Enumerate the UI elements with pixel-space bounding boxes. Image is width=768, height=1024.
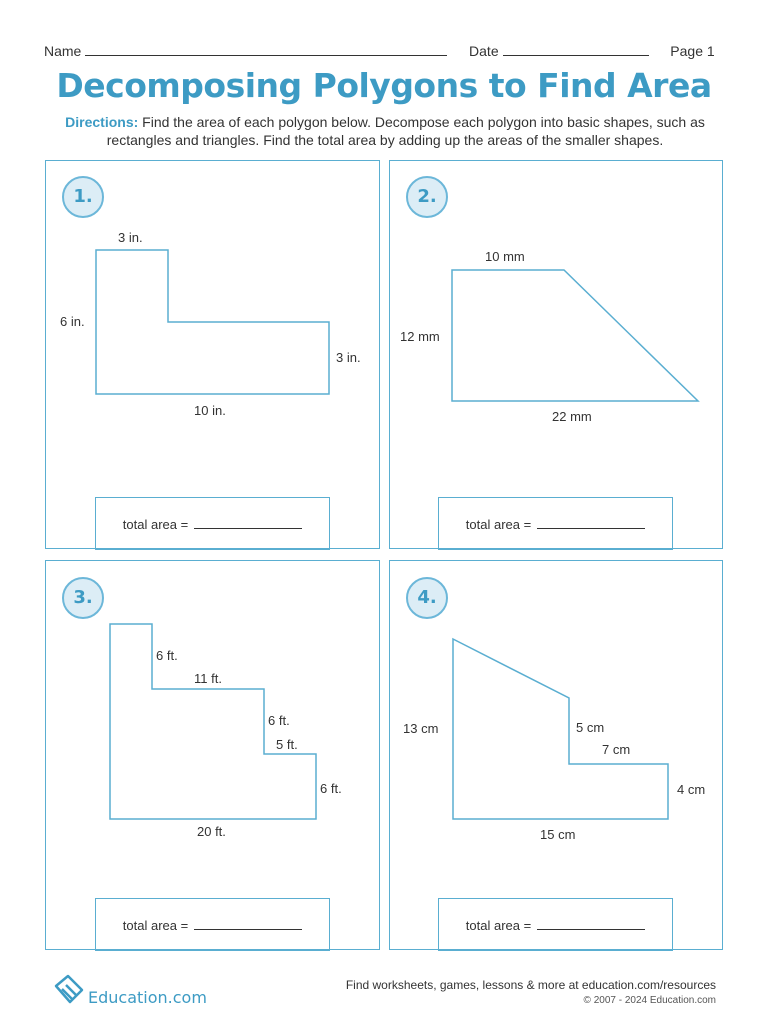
polygon-4 [453, 639, 668, 819]
label-top: 10 mm [485, 249, 525, 264]
label-left: 6 in. [60, 314, 85, 329]
label-right: 4 cm [677, 782, 706, 797]
label-bottom: 10 in. [194, 403, 226, 418]
polygon-2 [452, 270, 698, 401]
education-logo-icon [52, 972, 86, 1006]
education-logo[interactable] [52, 972, 207, 1011]
answer-blank[interactable] [537, 917, 645, 930]
date-field[interactable] [503, 43, 649, 56]
answer-box [438, 898, 673, 951]
name-field[interactable] [85, 43, 447, 56]
problem-number-badge: 3. [62, 577, 104, 619]
name-label: Name [44, 43, 82, 59]
label-right: 6 ft. [320, 781, 342, 796]
answer-label: total area = [465, 918, 532, 933]
answer-label: total area = [122, 918, 189, 933]
answer-label: total area = [465, 517, 532, 532]
problem-panel-4 [389, 560, 723, 950]
polygon-figure-3 [46, 561, 381, 951]
header-line [44, 43, 715, 59]
answer-box [438, 497, 673, 550]
directions-text: Find the area of each polygon below. Decompose each polygon into basic shapes, such as rectangles and triangles. Find the total area by adding up the areas of the smaller shapes. [106, 114, 705, 148]
footer-info [346, 978, 716, 1006]
problem-panel-1 [45, 160, 380, 549]
label-inner-vertical: 5 cm [576, 720, 605, 735]
footer-copyright: © 2007 - 2024 Education.com [583, 995, 716, 1006]
polygon-figure-1 [46, 161, 381, 550]
polygon-figure-4 [390, 561, 724, 951]
problem-number-badge: 4. [406, 577, 448, 619]
label-bottom: 15 cm [540, 827, 576, 842]
problem-panel-3 [45, 560, 380, 950]
label-left: 13 cm [403, 721, 439, 736]
answer-label: total area = [122, 517, 189, 532]
problem-panel-2 [389, 160, 723, 549]
label-inner-vertical-2: 6 ft. [268, 713, 290, 728]
polygon-figure-2 [390, 161, 724, 550]
label-bottom: 20 ft. [197, 824, 226, 839]
page-title: Decomposing Polygons to Find Area [56, 66, 712, 105]
label-inner-horizontal: 7 cm [602, 742, 631, 757]
answer-box [95, 898, 330, 951]
footer-tagline[interactable]: Find worksheets, games, lessons & more at education.com/resources [345, 978, 716, 992]
answer-blank[interactable] [194, 516, 302, 529]
label-right: 3 in. [336, 350, 361, 365]
problem-number-badge: 1. [62, 176, 104, 218]
directions [40, 113, 730, 149]
answer-blank[interactable] [194, 917, 302, 930]
answer-blank[interactable] [537, 516, 645, 529]
label-inner-horizontal-2: 5 ft. [276, 737, 298, 752]
label-top: 3 in. [118, 230, 143, 245]
label-inner-horizontal-1: 11 ft. [194, 671, 222, 686]
label-bottom: 22 mm [552, 409, 592, 424]
label-left: 12 mm [400, 329, 440, 344]
directions-lead: Directions: [65, 114, 139, 130]
page-number: Page 1 [670, 43, 715, 59]
label-inner-vertical-1: 6 ft. [156, 648, 178, 663]
polygon-1 [96, 250, 329, 394]
answer-box [95, 497, 330, 550]
brand-name: Education.com [88, 988, 207, 1007]
problem-number-badge: 2. [406, 176, 448, 218]
date-label: Date [469, 43, 499, 59]
